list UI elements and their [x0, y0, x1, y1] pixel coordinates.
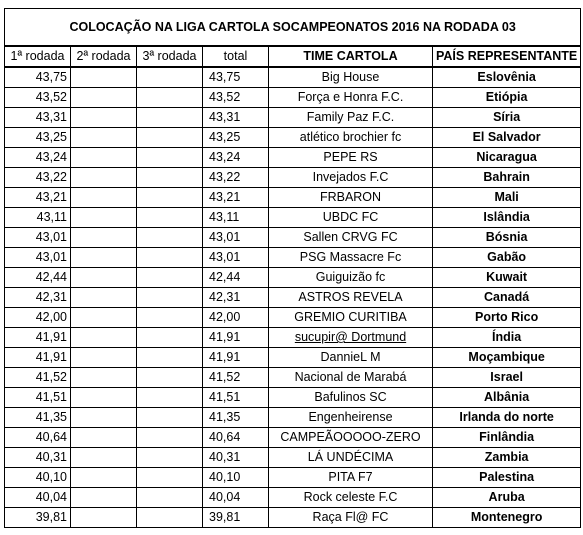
table-title[interactable]: COLOCAÇÃO NA LIGA CARTOLA SOCAMPEONATOS 2016 NA RODADA 03	[5, 9, 581, 47]
cell-team[interactable]: Nacional de Marabá	[269, 368, 433, 388]
cell-round-1[interactable]: 40,31	[5, 448, 71, 468]
cell-team[interactable]: UBDC FC	[269, 208, 433, 228]
cell-total[interactable]: 43,75	[203, 67, 269, 88]
table-row	[5, 448, 581, 468]
cell-country[interactable]: Bósnia	[433, 228, 581, 248]
cell-round-3[interactable]	[137, 428, 203, 448]
cell-round-1[interactable]: 39,81	[5, 508, 71, 528]
cell-round-1[interactable]: 41,35	[5, 408, 71, 428]
cell-country[interactable]: Porto Rico	[433, 308, 581, 328]
cell-country[interactable]: Etiópia	[433, 88, 581, 108]
cell-total[interactable]: 41,51	[203, 388, 269, 408]
cell-country[interactable]: Síria	[433, 108, 581, 128]
cell-team[interactable]: GREMIO CURITIBA	[269, 308, 433, 328]
cell-round-2[interactable]	[71, 388, 137, 408]
cell-round-3[interactable]	[137, 448, 203, 468]
header-row	[5, 46, 581, 67]
cell-country[interactable]: Albânia	[433, 388, 581, 408]
cell-country[interactable]: Palestina	[433, 468, 581, 488]
cell-total[interactable]: 43,21	[203, 188, 269, 208]
cell-round-3[interactable]	[137, 288, 203, 308]
cell-country[interactable]: Israel	[433, 368, 581, 388]
cell-country[interactable]: Eslovênia	[433, 67, 581, 88]
table-row	[5, 268, 581, 288]
cell-round-2[interactable]	[71, 308, 137, 328]
cell-round-2[interactable]	[71, 488, 137, 508]
cell-country[interactable]: Zambia	[433, 448, 581, 468]
cell-round-3[interactable]	[137, 168, 203, 188]
cell-total[interactable]: 40,31	[203, 448, 269, 468]
header-total[interactable]: total	[203, 46, 269, 67]
cell-round-3[interactable]	[137, 348, 203, 368]
table-row	[5, 288, 581, 308]
cell-round-1[interactable]: 43,24	[5, 148, 71, 168]
table-row	[5, 428, 581, 448]
cell-total[interactable]: 41,91	[203, 348, 269, 368]
header-team[interactable]: TIME CARTOLA	[269, 46, 433, 67]
cell-team[interactable]: Força e Honra F.C.	[269, 88, 433, 108]
cell-team[interactable]: Big House	[269, 67, 433, 88]
cell-round-3[interactable]	[137, 468, 203, 488]
cell-round-3[interactable]	[137, 488, 203, 508]
cell-round-1[interactable]: 41,51	[5, 388, 71, 408]
cell-round-3[interactable]	[137, 128, 203, 148]
table-row	[5, 248, 581, 268]
table-row	[5, 388, 581, 408]
cell-team[interactable]: CAMPEÃOOOOO-ZERO	[269, 428, 433, 448]
cell-round-3[interactable]	[137, 208, 203, 228]
cell-round-2[interactable]	[71, 368, 137, 388]
cell-total[interactable]: 41,91	[203, 328, 269, 348]
cell-country[interactable]: Montenegro	[433, 508, 581, 528]
cell-round-2[interactable]	[71, 188, 137, 208]
cell-round-2[interactable]	[71, 88, 137, 108]
cell-round-3[interactable]	[137, 88, 203, 108]
cell-country[interactable]: Finlândia	[433, 428, 581, 448]
cell-total[interactable]: 41,35	[203, 408, 269, 428]
cell-country[interactable]: Moçambique	[433, 348, 581, 368]
cell-country[interactable]: Irlanda do norte	[433, 408, 581, 428]
cell-round-2[interactable]	[71, 67, 137, 88]
cell-round-1[interactable]: 43,52	[5, 88, 71, 108]
cell-team[interactable]: PITA F7	[269, 468, 433, 488]
cell-round-2[interactable]	[71, 508, 137, 528]
cell-team[interactable]: Guiguizão fc	[269, 268, 433, 288]
cell-round-2[interactable]	[71, 208, 137, 228]
cell-round-2[interactable]	[71, 428, 137, 448]
table-row	[5, 168, 581, 188]
cell-round-1[interactable]: 43,31	[5, 108, 71, 128]
cell-round-2[interactable]	[71, 328, 137, 348]
cell-team[interactable]: Rock celeste F.C	[269, 488, 433, 508]
cell-total[interactable]: 40,04	[203, 488, 269, 508]
cell-total[interactable]: 42,31	[203, 288, 269, 308]
header-round-3[interactable]: 3ª rodada	[137, 46, 203, 67]
cell-country[interactable]: Gabão	[433, 248, 581, 268]
cell-country[interactable]: Aruba	[433, 488, 581, 508]
table-row	[5, 67, 581, 88]
cell-round-3[interactable]	[137, 328, 203, 348]
cell-country[interactable]: Bahrain	[433, 168, 581, 188]
cell-total[interactable]: 43,22	[203, 168, 269, 188]
cell-round-2[interactable]	[71, 248, 137, 268]
cell-team[interactable]	[269, 328, 433, 348]
cell-total[interactable]: 41,52	[203, 368, 269, 388]
cell-total[interactable]: 43,01	[203, 228, 269, 248]
cell-round-3[interactable]	[137, 228, 203, 248]
table-row	[5, 328, 581, 348]
cell-round-2[interactable]	[71, 468, 137, 488]
cell-round-2[interactable]	[71, 168, 137, 188]
cell-country[interactable]: Índia	[433, 328, 581, 348]
cell-round-2[interactable]	[71, 128, 137, 148]
cell-round-3[interactable]	[137, 508, 203, 528]
cell-total[interactable]: 40,64	[203, 428, 269, 448]
cell-round-1[interactable]: 42,00	[5, 308, 71, 328]
cell-team[interactable]: FRBARON	[269, 188, 433, 208]
cell-round-1[interactable]: 42,31	[5, 288, 71, 308]
cell-round-1[interactable]: 41,91	[5, 328, 71, 348]
cell-round-2[interactable]	[71, 288, 137, 308]
cell-team[interactable]: Bafulinos SC	[269, 388, 433, 408]
cell-round-1[interactable]: 40,04	[5, 488, 71, 508]
cell-country[interactable]: El Salvador	[433, 128, 581, 148]
cell-round-1[interactable]: 43,01	[5, 248, 71, 268]
cell-team[interactable]: LÁ UNDÉCIMA	[269, 448, 433, 468]
cell-team[interactable]: Invejados F.C	[269, 168, 433, 188]
cell-round-1[interactable]: 40,10	[5, 468, 71, 488]
table-row	[5, 128, 581, 148]
header-round-2[interactable]: 2ª rodada	[71, 46, 137, 67]
cell-round-1[interactable]: 43,11	[5, 208, 71, 228]
cell-team[interactable]: atlético brochier fc	[269, 128, 433, 148]
cell-total[interactable]: 43,01	[203, 248, 269, 268]
cell-total[interactable]: 39,81	[203, 508, 269, 528]
cell-round-1[interactable]: 43,75	[5, 67, 71, 88]
cell-round-1[interactable]: 43,01	[5, 228, 71, 248]
cell-round-1[interactable]: 41,91	[5, 348, 71, 368]
header-country[interactable]: PAÍS REPRESENTANTE	[433, 46, 581, 67]
table-row	[5, 208, 581, 228]
table-row	[5, 228, 581, 248]
cell-round-2[interactable]	[71, 408, 137, 428]
cell-team[interactable]: PSG Massacre Fc	[269, 248, 433, 268]
cell-round-1[interactable]: 41,52	[5, 368, 71, 388]
cell-round-2[interactable]	[71, 108, 137, 128]
table-row	[5, 108, 581, 128]
cell-round-2[interactable]	[71, 448, 137, 468]
table-row	[5, 148, 581, 168]
cell-round-1[interactable]: 42,44	[5, 268, 71, 288]
table-row	[5, 188, 581, 208]
cell-team[interactable]: Family Paz F.C.	[269, 108, 433, 128]
cell-round-1[interactable]: 43,22	[5, 168, 71, 188]
table-row	[5, 508, 581, 528]
header-round-1[interactable]: 1ª rodada	[5, 46, 71, 67]
cell-total[interactable]: 43,52	[203, 88, 269, 108]
table-row	[5, 348, 581, 368]
cell-country[interactable]: Kuwait	[433, 268, 581, 288]
cell-round-3[interactable]	[137, 308, 203, 328]
cell-total[interactable]: 42,44	[203, 268, 269, 288]
cell-round-3[interactable]	[137, 248, 203, 268]
cell-total[interactable]: 43,31	[203, 108, 269, 128]
cell-team[interactable]: Raça Fl@ FC	[269, 508, 433, 528]
cell-round-2[interactable]	[71, 228, 137, 248]
cell-round-3[interactable]	[137, 268, 203, 288]
table-row	[5, 468, 581, 488]
cell-round-1[interactable]: 43,25	[5, 128, 71, 148]
cell-round-2[interactable]	[71, 268, 137, 288]
cell-round-3[interactable]	[137, 408, 203, 428]
cell-team[interactable]: DannieL M	[269, 348, 433, 368]
cell-team[interactable]: Engenheirense	[269, 408, 433, 428]
cell-round-1[interactable]: 40,64	[5, 428, 71, 448]
cell-round-3[interactable]	[137, 108, 203, 128]
cell-round-1[interactable]: 43,21	[5, 188, 71, 208]
cell-round-3[interactable]	[137, 148, 203, 168]
table-row	[5, 488, 581, 508]
cell-round-3[interactable]	[137, 368, 203, 388]
table-row	[5, 88, 581, 108]
standings-table	[4, 8, 581, 528]
cell-team[interactable]: Sallen CRVG FC	[269, 228, 433, 248]
cell-round-3[interactable]	[137, 188, 203, 208]
cell-round-3[interactable]	[137, 388, 203, 408]
cell-team[interactable]: PEPE RS	[269, 148, 433, 168]
table-row	[5, 308, 581, 328]
cell-round-2[interactable]	[71, 148, 137, 168]
cell-country[interactable]: Islândia	[433, 208, 581, 228]
cell-team[interactable]: ASTROS REVELA	[269, 288, 433, 308]
cell-total[interactable]: 42,00	[203, 308, 269, 328]
cell-total[interactable]: 40,10	[203, 468, 269, 488]
cell-country[interactable]: Canadá	[433, 288, 581, 308]
cell-total[interactable]: 43,24	[203, 148, 269, 168]
title-row	[5, 9, 581, 47]
cell-total[interactable]: 43,25	[203, 128, 269, 148]
cell-country[interactable]: Mali	[433, 188, 581, 208]
table-row	[5, 408, 581, 428]
cell-country[interactable]: Nicaragua	[433, 148, 581, 168]
table-row	[5, 368, 581, 388]
team-link-text[interactable]: sucupir@ Dortmund	[294, 330, 407, 344]
cell-total[interactable]: 43,11	[203, 208, 269, 228]
cell-round-2[interactable]	[71, 348, 137, 368]
cell-round-3[interactable]	[137, 67, 203, 88]
